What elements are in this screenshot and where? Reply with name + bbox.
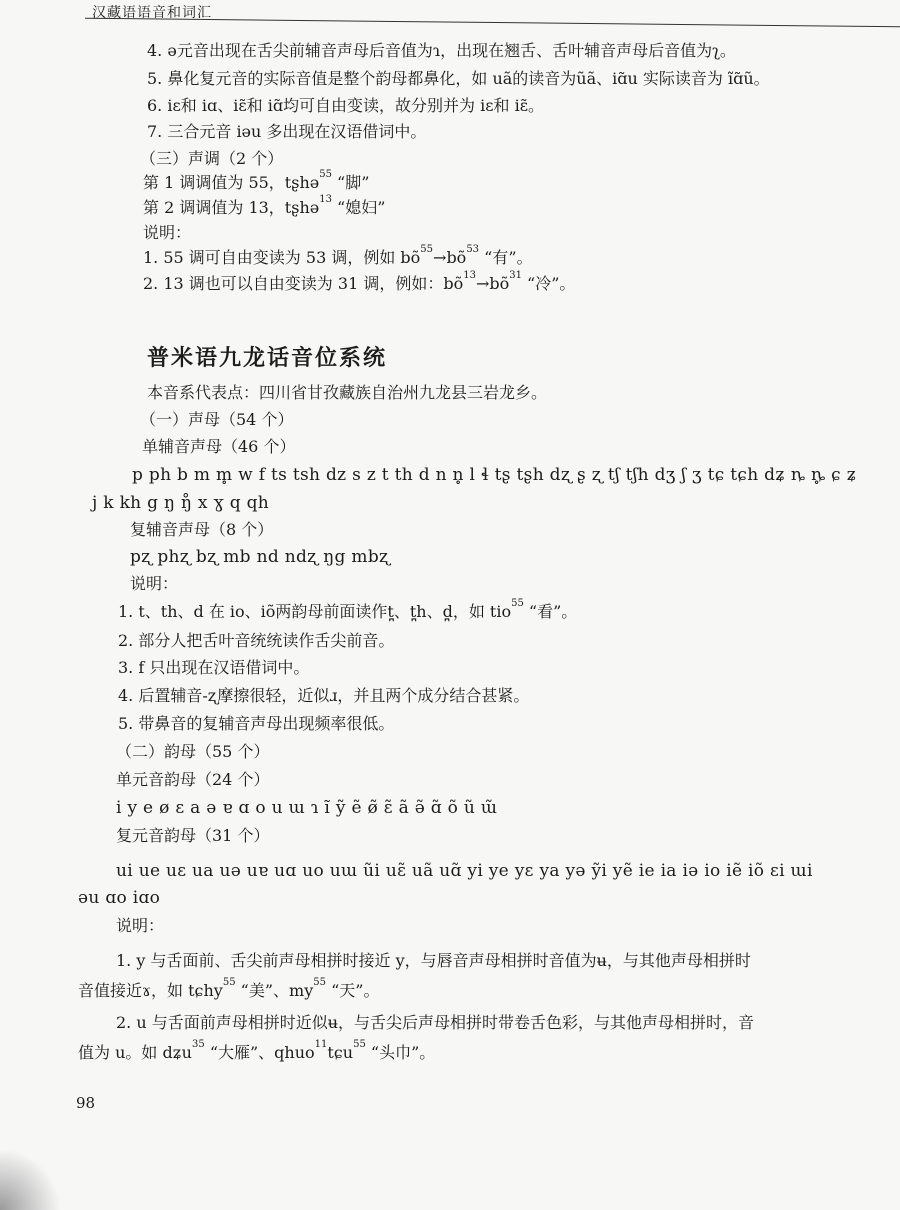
intro-text: 本音系代表点：四川省甘孜藏族自治州九龙县三岩龙乡。 xyxy=(147,383,548,402)
complex-initials-heading: 复辅音声母（8 个） xyxy=(130,520,274,539)
vowel-note-6: 6. iɛ和 iɑ、iɛ̃和 iɑ̃均可自由变读，故分别并为 iɛ和 iɛ̃。 xyxy=(147,96,545,115)
initials-heading: （一）声母（54 个） xyxy=(140,410,294,429)
vowel-note-5: 5. 鼻化复元音的实际音值是整个韵母都鼻化，如 uã的读音为ũã、iɑ̃u 实际读音为 ĩɑ̃ũ。 xyxy=(147,69,770,88)
single-initials-line-2: j k kh g ŋ ŋ̊ x ɣ q qh xyxy=(92,493,270,513)
running-header-title: 汉藏语语音和词汇 xyxy=(92,5,212,21)
page-curl-shadow xyxy=(0,1150,60,1210)
initial-note-4: 4. 后置辅音-ʐ摩擦很轻，近似ɹ，并且两个成分结合甚紧。 xyxy=(118,686,530,705)
initial-note-2: 2. 部分人把舌叶音统统读作舌尖前音。 xyxy=(118,631,395,650)
tones-heading: （三）声调（2 个） xyxy=(140,149,284,168)
final-note-1-line-2: 音值接近ɤ，如 tɕhy$^{55}$ “美”、$my^{55}$ “天”。 xyxy=(78,977,380,1000)
tone-2: 第 2 调调值为 13，tʂhə$^{13}$ “媳妇” xyxy=(143,194,386,217)
finals-heading: （二）韵母（55 个） xyxy=(116,742,270,761)
running-header xyxy=(0,0,900,26)
vowel-note-4: 4. ə元音出现在舌尖前辅音声母后音值为ɿ，出现在翘舌、舌叶辅音声母后音值为ʅ。 xyxy=(147,41,736,60)
single-initials-heading: 单辅音声母（46 个） xyxy=(142,437,296,456)
final-note-2-line-1: 2. u 与舌面前声母相拼时近似ʉ，与舌尖后声母相拼时带卷舌色彩，与其他声母相拼时，音 xyxy=(116,1013,755,1032)
note-label: 说明： xyxy=(143,223,192,242)
compound-finals-heading: 复元音韵母（31 个） xyxy=(116,826,270,845)
tone-note-1: 1. 55 调可自由变读为 53 调，例如 $bõ^{55}\to bõ^{53}$ “有”。 xyxy=(143,244,533,267)
compound-finals-line-1: ui ue uɛ ua uə uɐ uɑ uo uɯ ũi uɛ̃ uã uɑ̃ yi ye yɛ ya yə ỹi yẽ ie ia iə io iẽ iõ ɛi ɯi xyxy=(116,861,813,881)
initial-note-1: 1. t、th、d 在 io、iõ两韵母前面读作t̪、t̪h、d̪，如 tio$^{55}$ “看”。 xyxy=(118,598,578,621)
final-note-1-line-1: 1. y 与舌面前、舌尖前声母相拼时接近 y，与唇音声母相拼时音值为ʉ，与其他声母相拼时 xyxy=(116,951,751,970)
mono-finals-heading: 单元音韵母（24 个） xyxy=(116,770,270,789)
mono-finals-line: i y e ø ɛ a ə ɐ ɑ o u ɯ ɿ ĩ ỹ ẽ ø̃ ɛ̃ ã ə̃ ɑ̃ õ ũ ɯ̃ xyxy=(116,798,498,818)
finals-note-label: 说明： xyxy=(116,916,165,935)
initial-note-3: 3. f 只出现在汉语借词中。 xyxy=(118,658,310,677)
initial-note-5: 5. 带鼻音的复辅音声母出现频率很低。 xyxy=(118,714,395,733)
tone-1: 第 1 调调值为 55，tʂhə$^{55}$ “脚” xyxy=(143,169,370,192)
complex-initials-line: pʐ phʐ bʐ mb nd ndʐ ŋg mbʐ xyxy=(130,547,390,567)
tone-note-2: 2. 13 调也可以自由变读为 31 调，例如：$bõ^{13}\to bõ^{31}$ “冷”。 xyxy=(143,270,576,293)
page-number: 98 xyxy=(76,1094,96,1112)
compound-finals-line-2: əu ɑo iɑo xyxy=(78,888,161,908)
header-rule xyxy=(85,18,900,28)
section-title: 普米语九龙话音位系统 xyxy=(147,346,388,371)
initials-note-label: 说明： xyxy=(130,574,179,593)
single-initials-line-1: p ph b m m̥ w f ts tsh dz s z t th d n n̥ l ɬ tʂ tʂh dʐ ʂ ʐ tʃ tʃh dʒ ʃ ʒ tɕ tɕh dʑ ȵ ȵ̥ ɕ ʑ xyxy=(132,465,857,485)
final-note-2-line-2: 值为 u。如 dʑu$^{35}$ “大雁”、qhuo$^{11}$tɕu$^{55}$ “头巾”。 xyxy=(78,1039,436,1062)
vowel-note-7: 7. 三合元音 iəu 多出现在汉语借词中。 xyxy=(147,122,427,141)
